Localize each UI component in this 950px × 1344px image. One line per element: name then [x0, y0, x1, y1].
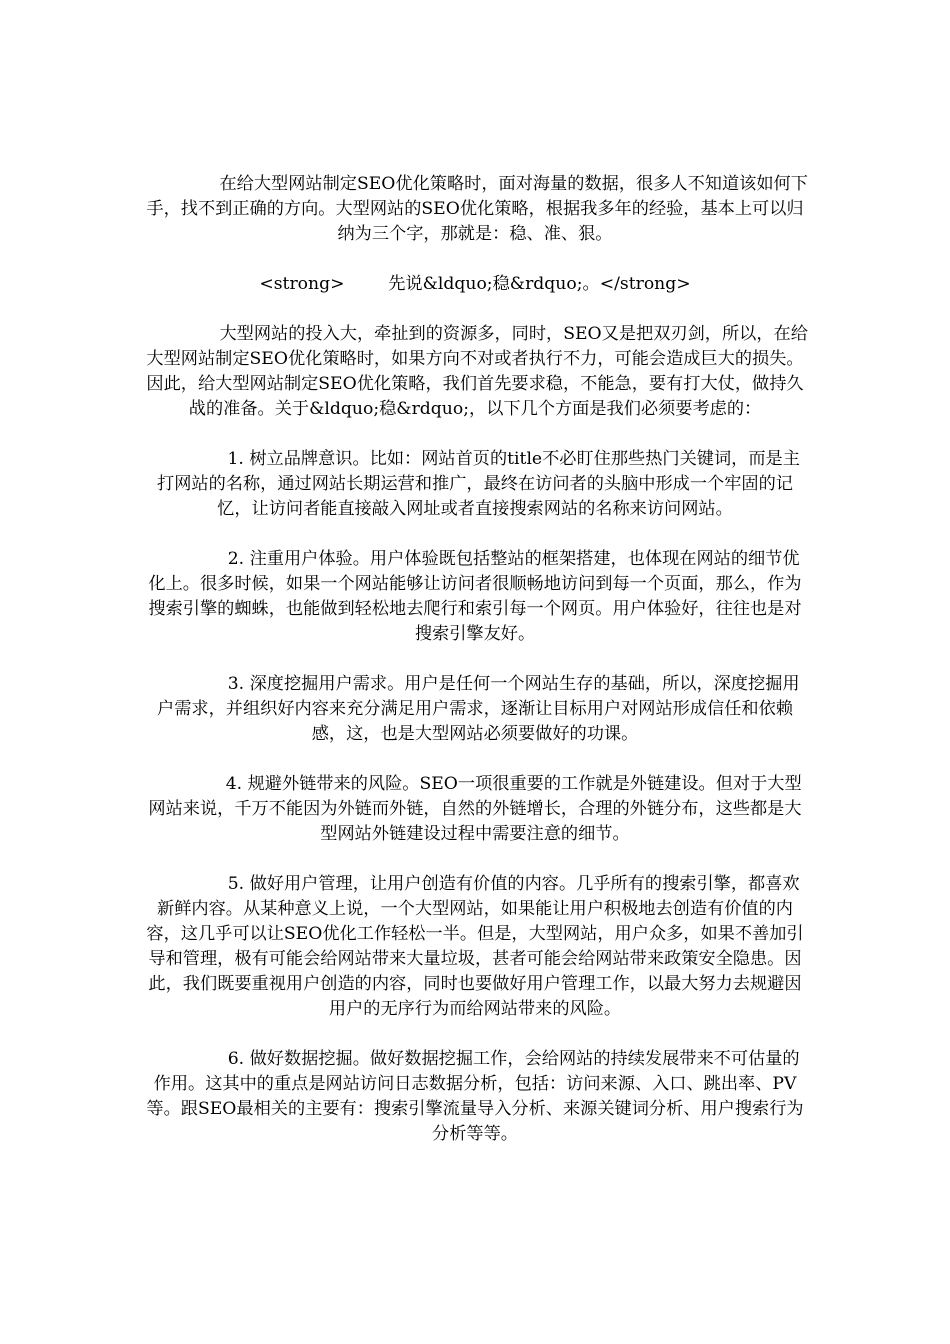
list-item: 3. 深度挖掘用户需求。用户是任何一个网站生存的基础，所以，深度挖掘用户需求，并组织好内容来充分满足用户需求，逐渐让目标用户对网站形成信任和依赖感，这，也是大型网站必须要做好的功课。 — [157, 674, 800, 744]
list-item: 5. 做好用户管理，让用户创造有价值的内容。几乎所有的搜索引擎，都喜欢新鲜内容。从某种意义上说，一个大型网站，如果能让用户积极地去创造有价值的内容，这几乎可以让SEO优化工作轻松一半。但是，大型网站，用户众多，如果不善加引导和管理，极有可能会给网站带来大量垃圾，甚者可能会给网站带来政策安全隐患。因此，我们既要重视用户创造的内容，同时也要做好用户管理工作，以最大努力去规避因用户的无序行为而给网站带来的风险。 — [146, 874, 804, 1019]
list-item: 6. 做好数据挖掘。做好数据挖掘工作，会给网站的持续发展带来不可估量的作用。这其中的重点是网站访问日志数据分析，包括：访问来源、入口、跳出率、PV等。跟SEO最相关的主要有：搜索引擎流量导入分析、来源关键词分析、用户搜索行为分析等等。 — [146, 1049, 804, 1144]
document-body — [142, 172, 808, 1172]
intro-paragraph: 在给大型网站制定SEO优化策略时，面对海量的数据，很多人不知道该如何下手，找不到正确的方向。大型网站的SEO优化策略，根据我多年的经验，基本上可以归纳为三个字，那就是：稳、准、狠。 — [146, 174, 808, 244]
stable-paragraph: 大型网站的投入大，牵扯到的资源多，同时，SEO又是把双刃剑，所以，在给大型网站制定SEO优化策略时，如果方向不对或者执行不力，可能会造成巨大的损失。因此，给大型网站制定SEO优化策略，我们首先要求稳，不能急，要有打大仗，做持久战的准备。关于&ldquo;稳&rdquo;，以下几个方面是我们必须要考虑的： — [146, 324, 808, 419]
list-item: 2. 注重用户体验。用户体验既包括整站的框架搭建，也体现在网站的细节优化上。很多时候，如果一个网站能够让访问者很顺畅地访问到每一个页面，那么，作为搜索引擎的蜘蛛，也能做到轻松地去爬行和索引每一个网页。用户体验好，往往也是对搜索引擎友好。 — [148, 549, 802, 644]
section-heading: <strong> 先说&ldquo;稳&rdquo;。</strong> — [259, 274, 691, 294]
list-item: 4. 规避外链带来的风险。SEO一项很重要的工作就是外链建设。但对于大型网站来说，千万不能因为外链而外链，自然的外链增长，合理的外链分布，这些都是大型网站外链建设过程中需要注意的细节。 — [148, 774, 802, 844]
list-item: 1. 树立品牌意识。比如：网站首页的title不必盯住那些热门关键词，而是主打网站的名称，通过网站长期运营和推广，最终在访问者的头脑中形成一个牢固的记忆，让访问者能直接敲入网址或者直接搜索网站的名称来访问网站。 — [157, 449, 800, 519]
